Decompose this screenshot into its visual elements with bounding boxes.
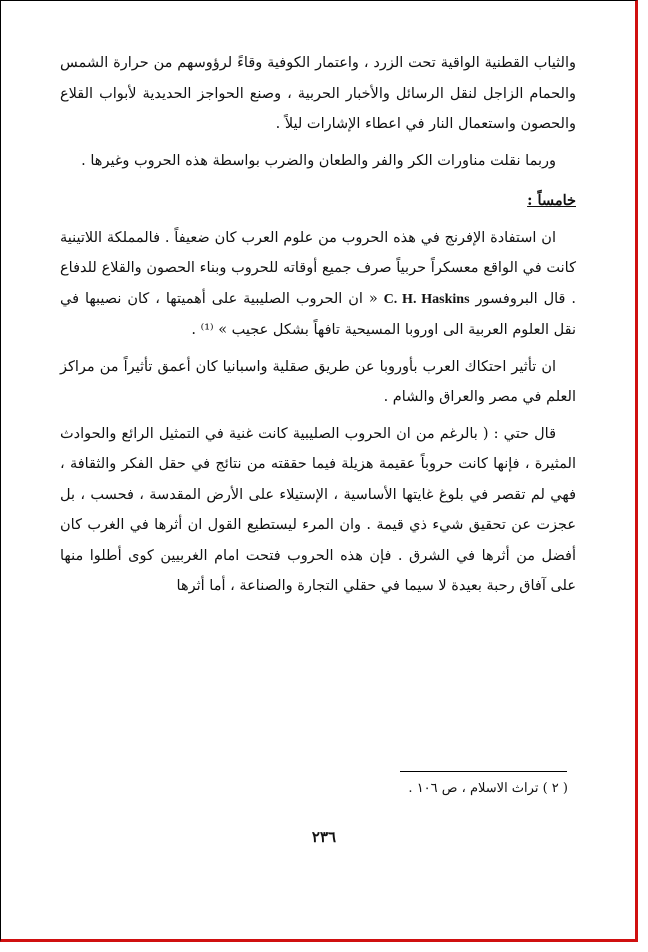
footnote-divider bbox=[400, 771, 567, 772]
paragraph-2: وربما نقلت مناورات الكر والفر والطعان والضرب بواسطة هذه الحروب وغيرها . bbox=[81, 152, 556, 169]
paragraph-3-text-a: ان استفادة الإفرنج في هذه الحروب من علوم العرب كان ضعيفاً . فالمملكة اللاتينية كانت في الواقع معسكراً حربياً صرف جميع أوقاته للحروب وبناء الحصون والقلاع للدفاع . قال البروفسور bbox=[60, 229, 577, 307]
page-number: ٢٣٦ bbox=[311, 828, 337, 846]
paragraph-3 bbox=[60, 223, 576, 346]
footnote: ( ٢ ) تراث الاسلام ، ص ١٠٦ . bbox=[408, 781, 568, 796]
section-heading: خامساً : bbox=[527, 192, 576, 209]
paragraph-1: والثياب القطنية الواقية تحت الزرد ، واعتمار الكوفية وقاءً لرؤوسهم من حرارة الشمس والحمام الزاجل لنقل الرسائل والأخبار الحربية ، وصنع الحواجز الحديدية لأبواب القلاع والحصون واستعمال النار في اعطاء الإشارات ليلاً . bbox=[60, 55, 576, 132]
paragraph-5: قال حتي : ( بالرغم من ان الحروب الصليبية كانت غنية في التمثيل الرائع والحوادث المثيرة ، فإنها كانت حروباً عقيمة هزيلة فيما حققته من نتائج في حقل الفكر والثقافة ، فهي لم تقصر في بلوغ غايتها الأساسية ، الإستيلاء على الأرض المقدسة ، فحسب ، بل عجزت عن تحقيق شيء ذي قيمة . وان المرء ليستطيع القول ان أثرها في الغرب كان أفضل من أثرها في الشرق . فإن هذه الحروب فتحت امام الغربيين كوى أطلوا منها على آفاق رحبة بعيدة لا سيما في حقلي التجارة والصناعة ، أما أثرها bbox=[60, 425, 577, 594]
page-body bbox=[60, 48, 576, 602]
paragraph-3-text-b: « ان الحروب الصليبية على أهميتها ، كان نصيبها في نقل العلوم العربية الى اوروبا المسيحية تافهاً بشكل عجيب » ⁽¹⁾ . bbox=[60, 290, 576, 338]
paragraph-4: ان تأثير احتكاك العرب بأوروبا عن طريق صقلية واسبانيا كان أعمق تأثيراً من مراكز العلم في مصر والعراق والشام . bbox=[60, 358, 576, 405]
author-name-latin: C. H. Haskins bbox=[383, 291, 470, 307]
